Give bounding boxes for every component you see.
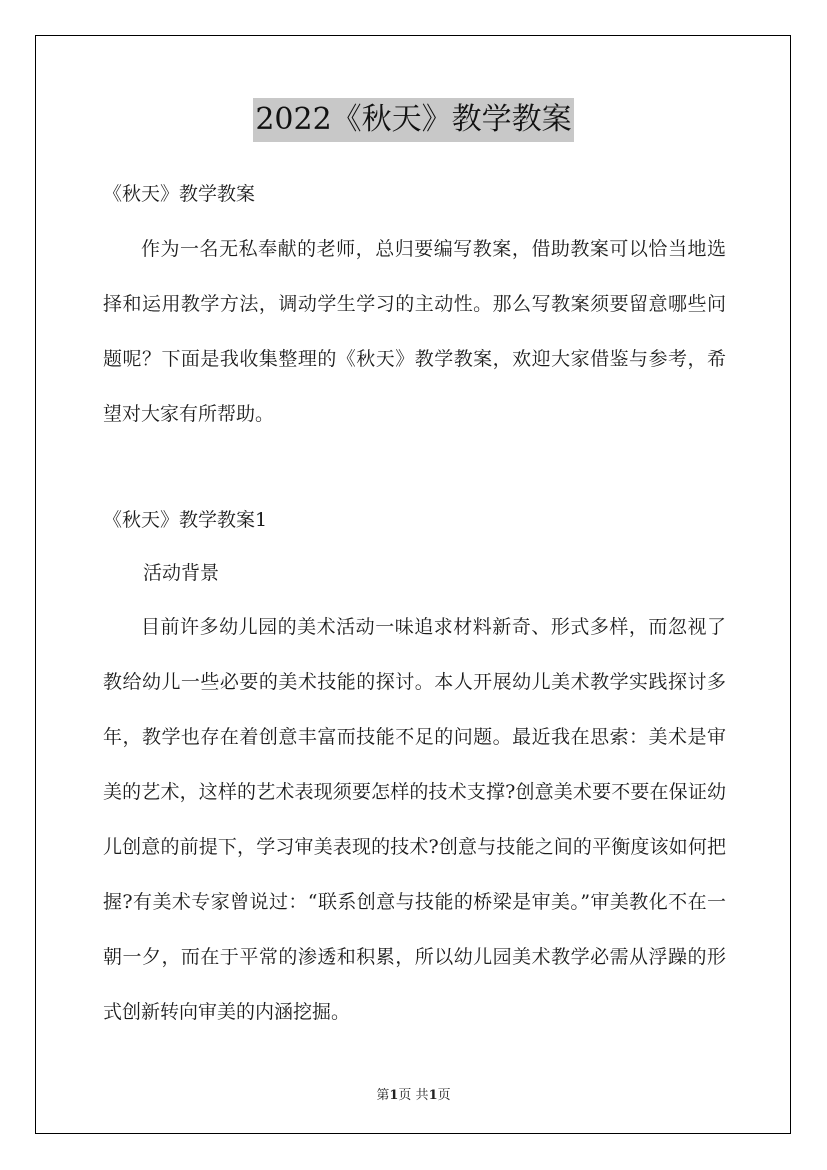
section-heading: 《秋天》教学教案1 [103,509,268,531]
title-container [0,98,827,142]
document-title: 2022《秋天》教学教案 [253,98,573,142]
footer-suffix: 页 [437,1088,451,1103]
footer-page-number: 1 [389,1088,399,1103]
document-subtitle: 《秋天》教学教案 [103,183,256,205]
footer-mid: 页 共 [398,1088,429,1103]
footer-prefix: 第 [376,1088,390,1103]
intro-paragraph: 作为一名无私奉献的老师，总归要编写教案，借助教案可以恰当地选择和运用教学方法，调动学生学习的主动性。那么写教案须要留意哪些问题呢？下面是我收集整理的《秋天》教学教案，欢迎大家借鉴与参考，希望对大家有所帮助。 [103,238,726,425]
page-footer [0,1084,827,1103]
section-subheading: 活动背景 [143,562,220,584]
body-paragraph: 目前许多幼儿园的美术活动一味追求材料新奇、形式多样，而忽视了教给幼儿一些必要的美术技能的探讨。本人开展幼儿美术教学实践探讨多年，教学也存在着创意丰富而技能不足的问题。最近我在思索：美术是审美的艺术，这样的艺术表现须要怎样的技术支撑?创意美术要不要在保证幼儿创意的前提下，学习审美表现的技术?创意与技能之间的平衡度该如何把握?有美术专家曾说过：“联系创意与技能的桥梁是审美。”审美教化不在一朝一夕，而在于平常的渗透和积累，所以幼儿园美术教学必需从浮躁的形式创新转向审美的内涵挖掘。 [103,616,726,1023]
footer-total-pages: 1 [428,1088,438,1103]
